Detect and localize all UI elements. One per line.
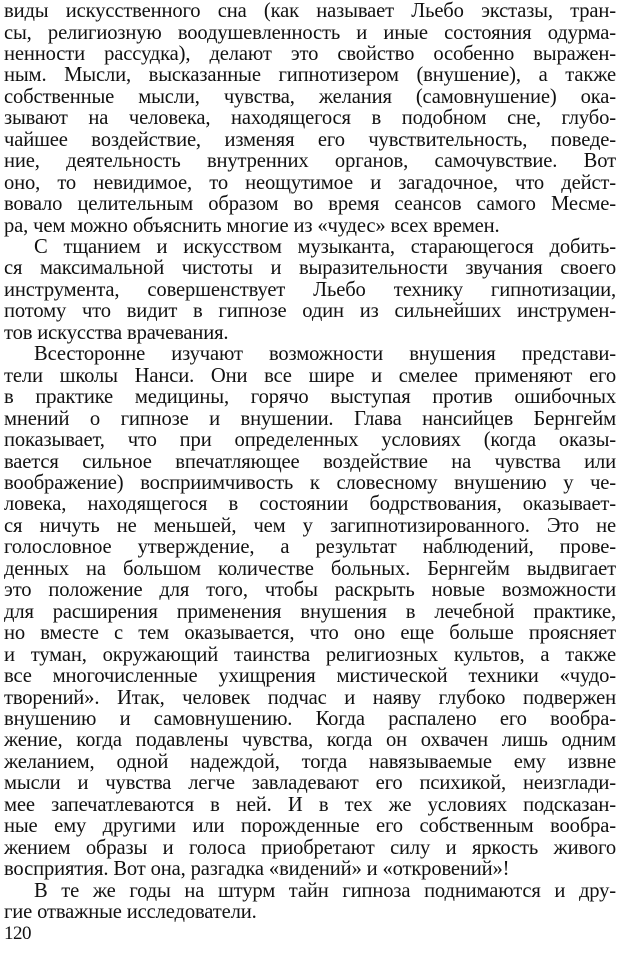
text-line: вается сильное впечатляющее воздействие на чувства или	[4, 450, 616, 473]
text-line: зывают на человека, находящегося в подобном сне, глубо-	[4, 107, 616, 130]
text-line: внушению и самовнушению. Когда распалено его вообра-	[4, 707, 616, 730]
text-line: ся максимальной чистоты и выразительности звучания своего	[4, 257, 616, 280]
text-line: вовало целительным образом во время сеансов самого Месме-	[4, 193, 616, 216]
text-line: тов искусства врачевания.	[4, 321, 229, 344]
text-line: виды искусственного сна (как называет Льебо экстазы, тран-	[4, 0, 616, 22]
text-line: но вместе с тем оказывается, что оно еще больше проясняет	[4, 622, 616, 645]
text-line: оно, то невидимое, то неощутимое и загадочное, что дейст-	[4, 171, 616, 194]
text-line: жением образы и голоса приобретают силу и яркость живого	[4, 836, 616, 859]
text-line: восприятия. Вот она, разгадка «видений» и «откровений»!	[4, 858, 510, 881]
text-line: показывает, что при определенных условиях (когда оказы-	[4, 429, 616, 451]
text-line: в практике медицины, горячо выступая против ошибочных	[4, 386, 616, 409]
text-line: ся ничуть не меньшей, чем у загипнотизированного. Это не	[4, 514, 616, 537]
text-line: ным. Мысли, высказанные гипнотизером (внушение), а также	[4, 64, 616, 87]
text-line: ра, чем можно объяснить многие из «чудес» всех времен.	[4, 214, 500, 237]
text-line: инструмента, совершенствует Льебо технику гипнотизации,	[4, 278, 616, 301]
text-line: гие отважные исследователи.	[4, 901, 257, 923]
text-line: воображение) восприимчивость к словесному внушению у че-	[4, 472, 616, 494]
text-line: сы, религиозную воодушевленность и иные состояния одурма-	[4, 21, 616, 44]
paragraph-first-line: С тщанием и искусством музыканта, старающегося добить-	[34, 236, 616, 258]
text-line: мнений о гипнозе и внушении. Глава нансийцев Бернгейм	[4, 407, 616, 430]
text-line: для расширения применения внушения в лечебной практике,	[4, 600, 616, 623]
text-line: мее запечатлеваются в ней. И в тех же условиях подсказан-	[4, 793, 616, 816]
page-number: 120	[4, 923, 31, 944]
paragraph-first-line: Всесторонне изучают возможности внушения представи-	[34, 343, 616, 366]
text-line: творений». Итак, человек подчас и наяву глубоко подвержен	[4, 686, 616, 709]
text-line: ловека, находящегося в состоянии бодрствования, оказывает-	[4, 493, 616, 516]
text-line: ненности рассудка), делают это свойство особенно выражен-	[4, 42, 616, 65]
text-line: тели школы Нанси. Они все шире и смелее применяют его	[4, 364, 616, 387]
text-line: все многочисленные ухищрения мистической техники «чудо-	[4, 665, 616, 687]
paragraph-first-line: В те же годы на штурм тайн гипноза поднимаются и дру-	[34, 879, 616, 902]
text-line: денных на большом количестве больных. Бернгейм выдвигает	[4, 557, 616, 580]
text-line: это положение для того, чтобы раскрыть новые возможности	[4, 579, 616, 602]
text-line: потому что видит в гипнозе один из сильнейших инструмен-	[4, 300, 616, 323]
text-line: жение, когда подавлены чувства, когда он охвачен лишь одним	[4, 729, 616, 752]
text-line: и туман, окружающий таинства религиозных культов, а также	[4, 643, 616, 666]
text-line: собственные мысли, чувства, желания (самовнушение) ока-	[4, 85, 616, 108]
text-line: мысли и чувства легче завладевают его психикой, неизглади-	[4, 772, 616, 795]
text-line: чайшее воздействие, изменяя его чувствительность, поведе-	[4, 128, 616, 151]
text-line: ные ему другими или порожденные его собственным вообра-	[4, 815, 616, 838]
text-line: желанием, одной надеждой, тогда навязываемые ему извне	[4, 750, 616, 773]
text-line: ние, деятельность внутренних органов, самочувствие. Вот	[4, 150, 616, 173]
text-line: голословное утверждение, а результат наблюдений, прове-	[4, 536, 616, 559]
